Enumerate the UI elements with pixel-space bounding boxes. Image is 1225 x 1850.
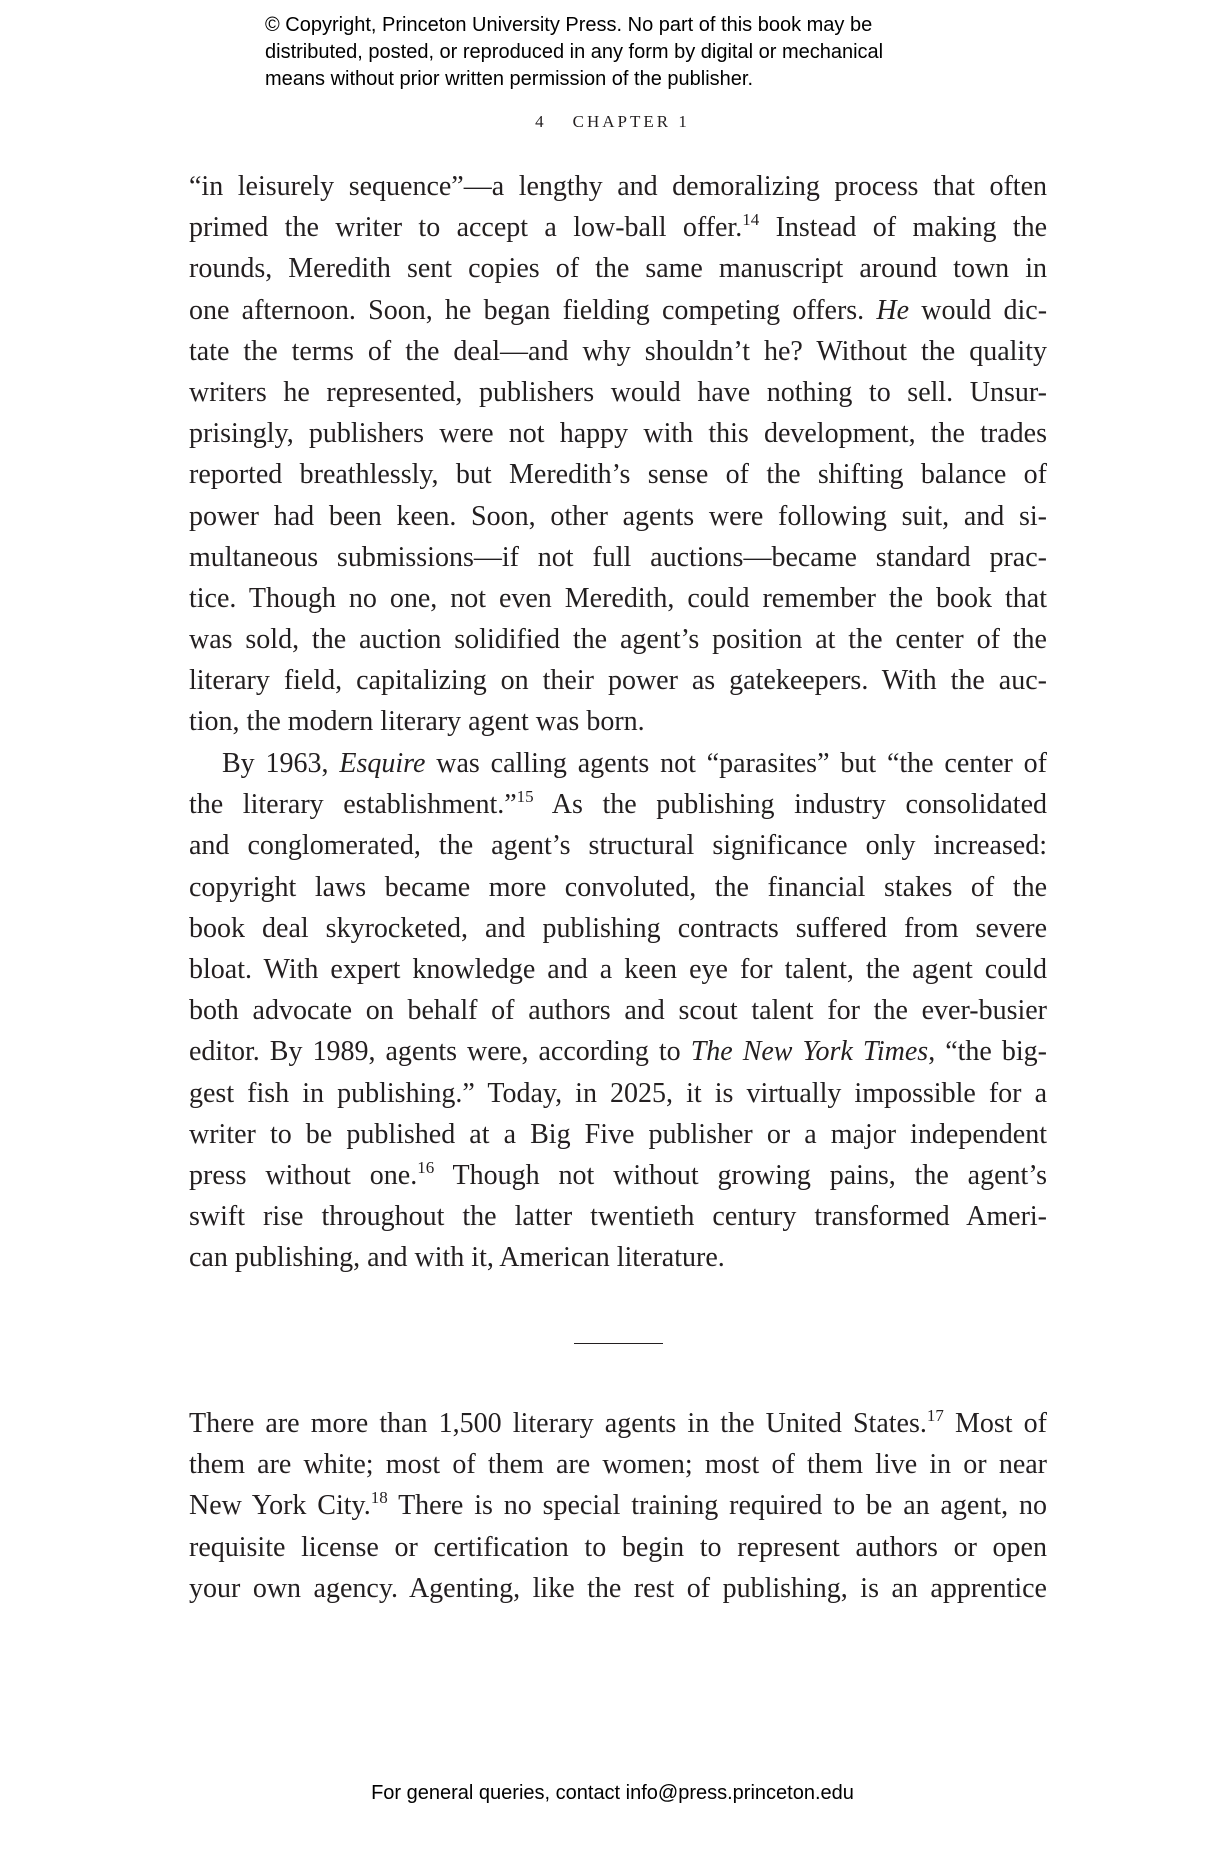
text-line [189, 1237, 1047, 1278]
text-line [189, 908, 1047, 949]
text-run: literary field, capitalizing on their power as gatekeepers. With the auc- [189, 665, 1047, 697]
text-line [189, 166, 1047, 207]
text-run: prisingly, publishers were not happy with this development, the trades [189, 418, 1047, 450]
text-line [189, 1403, 1047, 1444]
text-line [189, 290, 1047, 331]
page-number: 4 [535, 112, 547, 131]
footnote-marker: 16 [417, 1157, 435, 1177]
text-line [189, 248, 1047, 289]
text-run: one afternoon. Soon, he began fielding competing offers. [189, 294, 877, 326]
text-line [189, 372, 1047, 413]
italic-text: The New York Times [690, 1036, 929, 1068]
text-run: and conglomerated, the agent’s structural significance only increased: [189, 830, 1047, 862]
italic-text: Esquire [339, 748, 426, 779]
text-line [189, 413, 1047, 454]
text-run: editor. By 1989, agents were, according to [189, 1036, 691, 1068]
text-run: tion, the modern literary agent was born. [189, 706, 645, 738]
section-divider [574, 1343, 663, 1344]
copyright-notice [265, 12, 883, 93]
text-line [189, 331, 1047, 372]
text-run: primed the writer to accept a low-ball offer. [189, 212, 743, 244]
text-run: tice. Though no one, not even Meredith, could remember the book that [189, 582, 1047, 614]
text-run: gest fish in publishing.” Today, in 2025, it is virtually impossible for a [189, 1077, 1047, 1109]
text-run: the literary establishment.” [189, 789, 517, 821]
text-line [189, 743, 1047, 784]
text-line [189, 1073, 1047, 1114]
text-line [189, 1196, 1047, 1237]
text-run: your own agency. Agenting, like the rest of publishing, is an apprentice [189, 1572, 1047, 1604]
text-run: writer to be published at a Big Five publisher or a major independent [189, 1118, 1047, 1150]
text-run: both advocate on behalf of authors and scout talent for the ever-busier [189, 995, 1047, 1027]
text-line [189, 949, 1047, 990]
text-run: copyright laws became more convoluted, the financial stakes of the [189, 871, 1047, 903]
text-run: Instead of making the [759, 212, 1048, 244]
footnote-marker: 17 [926, 1406, 944, 1425]
text-run: New York City. [189, 1490, 371, 1522]
footnote-marker: 18 [370, 1488, 388, 1508]
text-run: Though not without growing pains, the agent’s [434, 1159, 1047, 1191]
footnote-marker: 14 [742, 210, 760, 230]
italic-text: He [876, 294, 910, 326]
text-line [189, 454, 1047, 495]
paragraph [189, 1403, 1047, 1609]
text-line [189, 496, 1047, 537]
copyright-line: © Copyright, Princeton University Press. No part of this book may be [265, 14, 873, 36]
footer-contact: For general queries, contact info@press.princeton.edu [371, 1782, 854, 1804]
text-run: There are more than 1,500 literary agents in the United States. [189, 1408, 927, 1439]
copyright-line: means without prior written permission of the publisher. [265, 68, 754, 90]
text-run: There is no special training required to be an agent, no [387, 1490, 1047, 1522]
text-line [189, 1155, 1047, 1196]
text-line [189, 825, 1047, 866]
text-run: press without one. [189, 1159, 418, 1191]
chapter-label: CHAPTER 1 [572, 112, 690, 131]
paragraph [189, 743, 1047, 1278]
footnote-marker: 15 [516, 787, 534, 807]
text-line [189, 1485, 1047, 1526]
text-run: book deal skyrocketed, and publishing contracts suffered from severe [189, 912, 1047, 944]
text-line [189, 1527, 1047, 1568]
text-run: them are white; most of them are women; most of them live in or near [189, 1449, 1047, 1481]
text-line [189, 784, 1047, 825]
text-run: would dic- [909, 294, 1048, 326]
text-line [189, 1114, 1047, 1155]
text-run: swift rise throughout the latter twentieth century transformed Ameri- [189, 1201, 1047, 1233]
text-run: Most of [943, 1408, 1047, 1439]
text-line [189, 578, 1047, 619]
text-run: “in leisurely sequence”—a lengthy and demoralizing process that often [189, 171, 1047, 202]
text-run: requisite license or certification to begin to represent authors or open [189, 1531, 1047, 1563]
text-line [189, 537, 1047, 578]
text-run: multaneous submissions—if not full auctions—became standard prac- [189, 541, 1047, 573]
text-line [189, 619, 1047, 660]
text-line [189, 1031, 1047, 1072]
text-line [189, 701, 1047, 742]
text-line [189, 1568, 1047, 1609]
text-line [189, 207, 1047, 248]
text-run: rounds, Meredith sent copies of the same manuscript around town in [189, 253, 1047, 285]
text-line [189, 990, 1047, 1031]
text-run: As the publishing industry consolidated [533, 789, 1048, 821]
text-run: writers he represented, publishers would have nothing to sell. Unsur- [189, 376, 1047, 408]
running-head [0, 112, 1225, 132]
text-run: power had been keen. Soon, other agents were following suit, and si- [189, 500, 1047, 532]
text-line [189, 660, 1047, 701]
text-run: bloat. With expert knowledge and a keen eye for talent, the agent could [189, 953, 1047, 985]
text-run: , “the big- [928, 1036, 1047, 1068]
text-run: tate the terms of the deal—and why shouldn’t he? Without the quality [189, 335, 1047, 367]
text-run: was sold, the auction solidified the agent’s position at the center of the [189, 624, 1047, 656]
paragraph [189, 166, 1047, 743]
text-run: By 1963, [222, 748, 340, 779]
text-run: was calling agents not “parasites” but “the center of [425, 748, 1047, 779]
text-run: can publishing, and with it, American literature. [189, 1242, 725, 1274]
text-run: reported breathlessly, but Meredith’s sense of the shifting balance of [189, 459, 1047, 491]
text-line [189, 1444, 1047, 1485]
copyright-line: distributed, posted, or reproduced in any form by digital or mechanical [265, 41, 884, 63]
text-line [189, 867, 1047, 908]
